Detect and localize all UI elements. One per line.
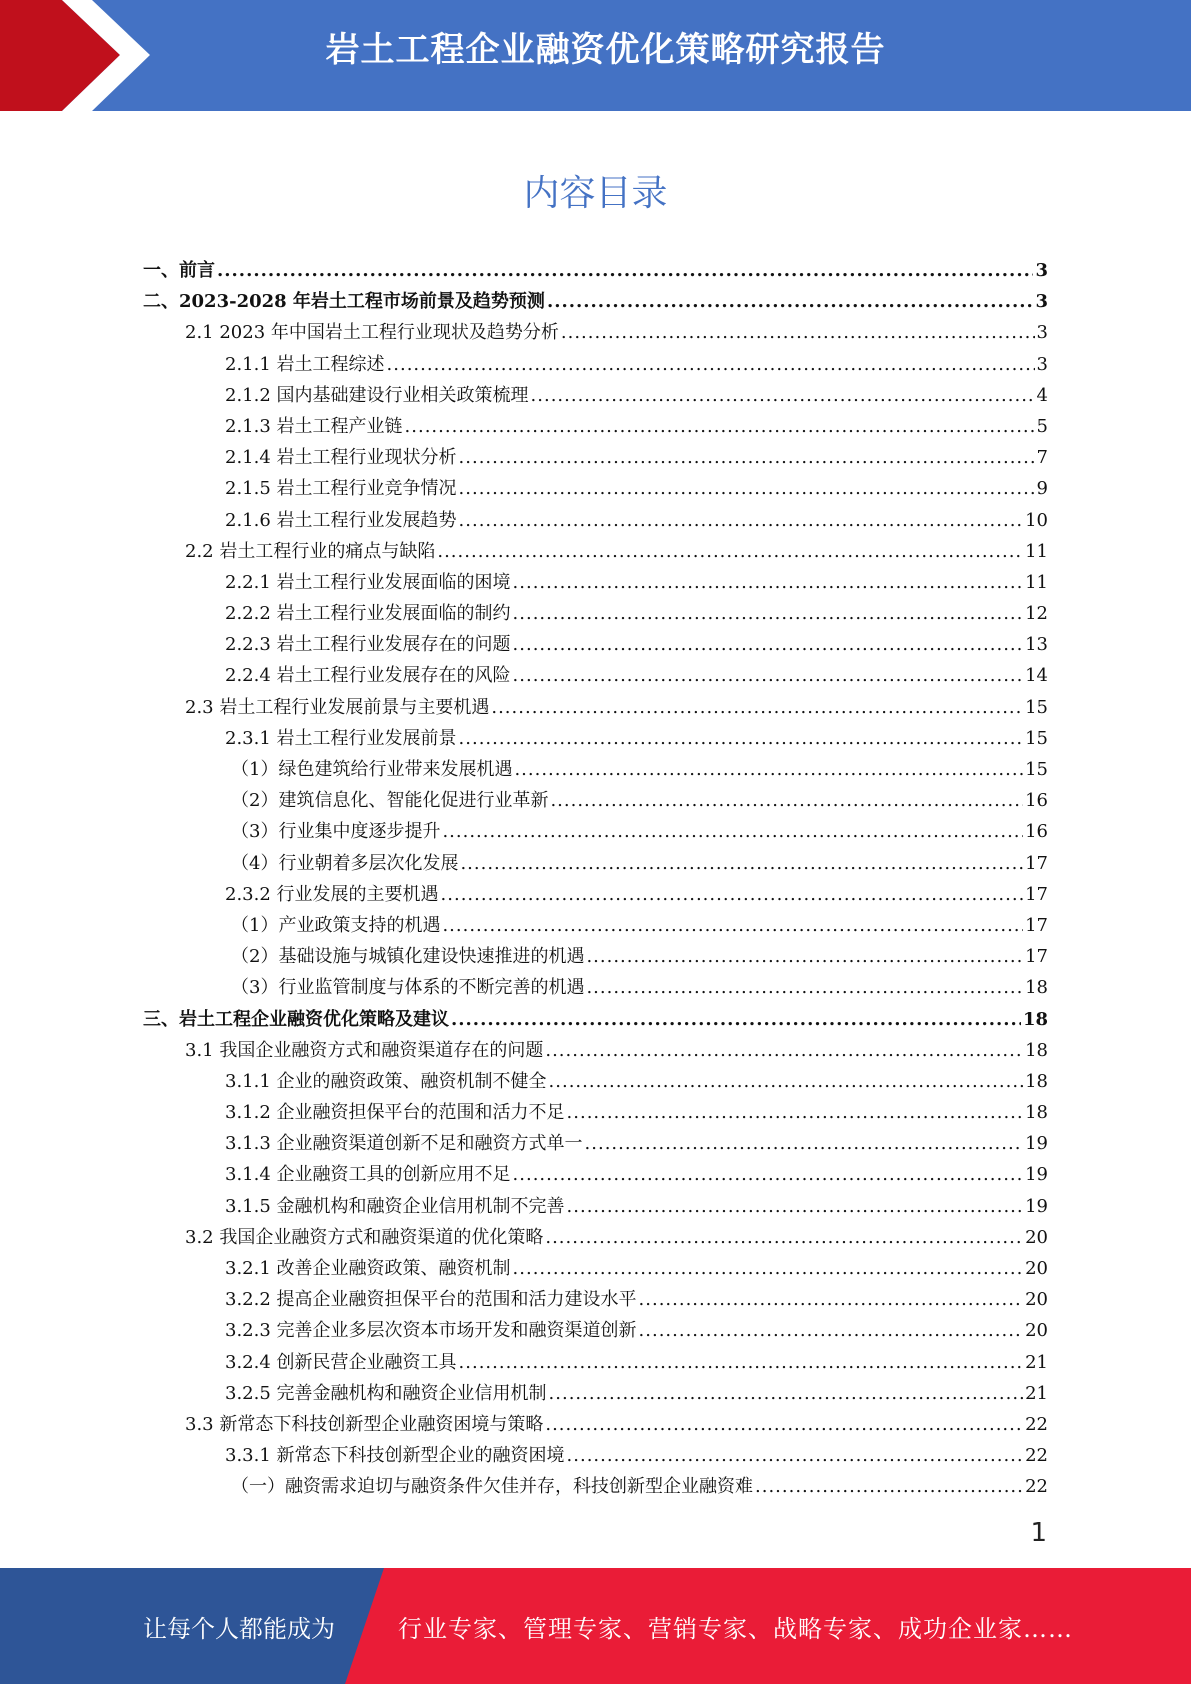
toc-entry-label: 3.1.1 企业的融资政策、融资机制不健全 — [225, 1070, 547, 1092]
toc-entry-page: 20 — [1025, 1226, 1048, 1248]
toc-entry[interactable] — [143, 318, 1048, 349]
toc-entry-label: 2.1 2023 年中国岩土工程行业现状及趋势分析 — [185, 322, 559, 344]
toc-entry[interactable] — [143, 1129, 1048, 1160]
toc-entry[interactable] — [143, 755, 1048, 786]
toc-dot-leader — [459, 728, 1024, 749]
toc-dot-leader — [513, 634, 1024, 655]
toc-entry[interactable] — [143, 1410, 1048, 1441]
toc-entry-page: 20 — [1025, 1289, 1048, 1311]
toc-entry-label: （2）建筑信息化、智能化促进行业革新 — [231, 790, 549, 812]
toc-entry-page: 12 — [1025, 603, 1048, 625]
toc-title: 内容目录 — [523, 173, 668, 214]
toc-dot-leader — [513, 1164, 1024, 1185]
toc-entry-page: 11 — [1025, 540, 1048, 562]
toc-entry-label: （4）行业朝着多层次化发展 — [231, 852, 459, 874]
toc-dot-leader — [451, 1009, 1021, 1030]
toc-entry-page: 15 — [1025, 696, 1048, 718]
toc-entry[interactable] — [143, 443, 1048, 474]
toc-entry[interactable] — [143, 1098, 1048, 1129]
toc-entry[interactable] — [143, 1223, 1048, 1254]
toc-dot-leader — [586, 977, 1023, 998]
toc-entry[interactable] — [143, 1379, 1048, 1410]
toc-entry-page: 22 — [1025, 1445, 1048, 1467]
header-title: 岩土工程企业融资优化策略研究报告 — [325, 30, 886, 70]
toc-entry[interactable] — [143, 1036, 1048, 1067]
toc-entry[interactable] — [143, 1441, 1048, 1472]
toc-entry-label: 2.1.4 岩土工程行业现状分析 — [225, 447, 457, 469]
toc-dot-leader — [459, 1352, 1024, 1373]
toc-entry-label: 3.2.5 完善金融机构和融资企业信用机制 — [225, 1382, 547, 1404]
toc-dot-leader — [549, 1383, 1024, 1404]
page-number: 1 — [1030, 1518, 1047, 1548]
toc-entry-label: 2.2.3 岩土工程行业发展存在的问题 — [225, 634, 511, 656]
toc-dot-leader — [755, 1476, 1023, 1497]
toc-entry-label: 2.2.4 岩土工程行业发展存在的风险 — [225, 665, 511, 687]
toc-entry[interactable] — [143, 911, 1048, 942]
toc-entry-label: 一、前言 — [143, 260, 215, 281]
toc-dot-leader — [513, 603, 1024, 624]
toc-entry-label: 3.2.3 完善企业多层次资本市场开发和融资渠道创新 — [225, 1320, 637, 1342]
toc-dot-leader — [547, 291, 1034, 312]
toc-entry-label: 2.2.2 岩土工程行业发展面临的制约 — [225, 603, 511, 625]
toc-dot-leader — [459, 447, 1035, 468]
toc-dot-leader — [545, 1414, 1023, 1435]
toc-entry-page: 22 — [1025, 1476, 1048, 1498]
toc-dot-leader — [513, 1258, 1024, 1279]
toc-entry[interactable] — [143, 350, 1048, 381]
toc-dot-leader — [513, 665, 1024, 686]
toc-dot-leader — [585, 1133, 1024, 1154]
toc-entry[interactable] — [143, 412, 1048, 443]
toc-entry[interactable] — [143, 1192, 1048, 1223]
toc-entry[interactable] — [143, 256, 1048, 287]
toc-entry-page: 16 — [1025, 821, 1048, 843]
toc-entry-label: 2.1.6 岩土工程行业发展趋势 — [225, 509, 457, 531]
toc-entry-page: 18 — [1025, 1039, 1048, 1061]
toc-entry-label: 2.3.2 行业发展的主要机遇 — [225, 883, 439, 905]
toc-entry-label: （3）行业监管制度与体系的不断完善的机遇 — [231, 977, 585, 999]
toc-entry-page: 5 — [1036, 415, 1048, 437]
toc-entry-page: 15 — [1025, 759, 1048, 780]
toc-entry-label: 三、岩土工程企业融资优化策略及建议 — [143, 1008, 449, 1030]
toc-entry-label: 3.3 新常态下科技创新型企业融资困境与策略 — [185, 1413, 544, 1435]
toc-dot-leader — [567, 1445, 1024, 1466]
toc-entry[interactable] — [143, 287, 1048, 318]
toc-entry[interactable] — [143, 1067, 1048, 1098]
toc-entry-label: 3.2 我国企业融资方式和融资渠道的优化策略 — [185, 1226, 544, 1248]
toc-dot-leader — [567, 1196, 1024, 1217]
toc-dot-leader — [513, 572, 1024, 593]
toc-dot-leader — [561, 322, 1035, 343]
toc-entry-page: 14 — [1025, 665, 1048, 687]
toc-dot-leader — [514, 759, 1023, 780]
footer-slogan-left: 让每个人都能成为 — [143, 1615, 335, 1643]
toc-entry-page: 20 — [1025, 1320, 1048, 1342]
toc-entry-page: 22 — [1025, 1413, 1048, 1435]
toc-entry[interactable] — [143, 724, 1048, 755]
toc-dot-leader — [459, 510, 1024, 531]
toc-entry-label: 3.2.4 创新民营企业融资工具 — [225, 1351, 457, 1373]
toc-entry[interactable] — [143, 506, 1048, 537]
toc-entry-label: 3.1 我国企业融资方式和融资渠道存在的问题 — [185, 1039, 544, 1061]
table-of-contents — [143, 256, 1048, 1504]
toc-entry[interactable] — [143, 1316, 1048, 1347]
toc-entry-label: （一）融资需求迫切与融资条件欠佳并存，科技创新型企业融资难 — [231, 1476, 753, 1498]
toc-entry-label: （1）绿色建筑给行业带来发展机遇 — [231, 759, 513, 780]
toc-entry-label: （1）产业政策支持的机遇 — [231, 914, 441, 936]
toc-entry-page: 9 — [1036, 478, 1048, 500]
toc-dot-leader — [586, 946, 1023, 967]
toc-dot-leader — [442, 915, 1023, 936]
footer-slogan-right: 行业专家、管理专家、营销专家、战略专家、成功企业家…… — [398, 1615, 1073, 1643]
toc-dot-leader — [491, 697, 1023, 718]
toc-entry[interactable] — [143, 973, 1048, 1004]
toc-entry-label: 3.1.3 企业融资渠道创新不足和融资方式单一 — [225, 1133, 583, 1155]
toc-dot-leader — [387, 354, 1035, 375]
toc-entry[interactable] — [143, 1160, 1048, 1191]
toc-dot-leader — [441, 884, 1024, 905]
toc-dot-leader — [639, 1320, 1024, 1341]
toc-dot-leader — [549, 1071, 1024, 1092]
toc-entry-page: 13 — [1025, 634, 1048, 656]
toc-entry[interactable] — [143, 880, 1048, 911]
toc-entry[interactable] — [143, 474, 1048, 505]
toc-entry[interactable] — [143, 693, 1048, 724]
toc-entry[interactable] — [143, 1285, 1048, 1316]
toc-entry-label: 2.1.2 国内基础建设行业相关政策梳理 — [225, 384, 529, 406]
page-footer — [0, 1568, 1191, 1684]
toc-entry[interactable] — [143, 537, 1048, 568]
toc-entry-page: 4 — [1036, 384, 1048, 406]
toc-entry[interactable] — [143, 1472, 1048, 1503]
toc-dot-leader — [459, 478, 1035, 499]
toc-entry-label: 2.1.1 岩土工程综述 — [225, 353, 385, 375]
toc-entry-page: 19 — [1025, 1133, 1048, 1155]
toc-entry-page: 17 — [1025, 883, 1048, 905]
toc-entry[interactable] — [143, 630, 1048, 661]
toc-entry-page: 11 — [1025, 571, 1048, 593]
toc-entry-page: 17 — [1025, 914, 1048, 936]
toc-entry-label: 3.3.1 新常态下科技创新型企业的融资困境 — [225, 1445, 565, 1467]
toc-entry-page: 21 — [1025, 1351, 1048, 1373]
toc-dot-leader — [639, 1289, 1024, 1310]
toc-entry-label: 3.2.2 提高企业融资担保平台的范围和活力建设水平 — [225, 1289, 637, 1311]
toc-entry[interactable] — [143, 817, 1048, 848]
toc-entry-page: 21 — [1025, 1382, 1048, 1404]
toc-entry-page: 18 — [1025, 1070, 1048, 1092]
toc-dot-leader — [545, 1227, 1023, 1248]
toc-entry-page: 3 — [1036, 322, 1048, 344]
toc-entry-label: （2）基础设施与城镇化建设快速推进的机遇 — [231, 946, 585, 968]
toc-entry[interactable] — [143, 568, 1048, 599]
toc-entry-page: 16 — [1025, 790, 1048, 812]
toc-entry-label: 2.2.1 岩土工程行业发展面临的困境 — [225, 571, 511, 593]
toc-entry-label: 3.1.2 企业融资担保平台的范围和活力不足 — [225, 1102, 565, 1124]
toc-dot-leader — [460, 853, 1023, 874]
toc-dot-leader — [442, 821, 1023, 842]
toc-entry-label: 3.2.1 改善企业融资政策、融资机制 — [225, 1258, 511, 1279]
toc-entry[interactable] — [143, 661, 1048, 692]
toc-entry-label: 3.1.4 企业融资工具的创新应用不足 — [225, 1164, 511, 1186]
toc-entry-page: 18 — [1025, 977, 1048, 999]
toc-entry-label: 2.1.3 岩土工程产业链 — [225, 415, 403, 437]
toc-entry[interactable] — [143, 942, 1048, 973]
toc-entry-label: 2.3.1 岩土工程行业发展前景 — [225, 727, 457, 749]
toc-entry-label: 2.3 岩土工程行业发展前景与主要机遇 — [185, 696, 490, 718]
toc-entry-label: 二、2023-2028 年岩土工程市场前景及趋势预测 — [143, 291, 545, 313]
toc-entry-page: 7 — [1036, 447, 1048, 469]
toc-entry-page: 17 — [1025, 852, 1048, 874]
toc-dot-leader — [550, 790, 1023, 811]
toc-dot-leader — [405, 416, 1035, 437]
toc-entry-label: 2.1.5 岩土工程行业竞争情况 — [225, 478, 457, 500]
toc-entry-page: 18 — [1025, 1102, 1048, 1124]
toc-dot-leader — [531, 385, 1035, 406]
toc-entry-page: 15 — [1025, 727, 1048, 749]
toc-entry-page: 3 — [1035, 260, 1048, 281]
toc-dot-leader — [217, 260, 1033, 281]
toc-entry-label: （3）行业集中度逐步提升 — [231, 821, 441, 843]
toc-entry-label: 3.1.5 金融机构和融资企业信用机制不完善 — [225, 1195, 565, 1217]
toc-entry[interactable] — [143, 849, 1048, 880]
toc-entry[interactable] — [143, 381, 1048, 412]
toc-entry[interactable] — [143, 1348, 1048, 1379]
toc-entry-page: 10 — [1025, 509, 1048, 531]
toc-entry[interactable] — [143, 1005, 1048, 1036]
toc-entry[interactable] — [143, 1254, 1048, 1285]
toc-entry-page: 3 — [1035, 291, 1048, 313]
toc-dot-leader — [567, 1102, 1024, 1123]
toc-entry[interactable] — [143, 599, 1048, 630]
page-header — [0, 0, 1191, 111]
toc-entry-page: 17 — [1025, 946, 1048, 968]
toc-entry-page: 19 — [1025, 1164, 1048, 1186]
toc-dot-leader — [545, 1040, 1023, 1061]
toc-entry-label: 2.2 岩土工程行业的痛点与缺陷 — [185, 540, 436, 562]
toc-dot-leader — [437, 541, 1023, 562]
toc-entry[interactable] — [143, 786, 1048, 817]
toc-entry-page: 19 — [1025, 1195, 1048, 1217]
toc-entry-page: 18 — [1022, 1008, 1048, 1030]
toc-entry-page: 20 — [1025, 1258, 1048, 1279]
toc-entry-page: 3 — [1036, 353, 1048, 375]
